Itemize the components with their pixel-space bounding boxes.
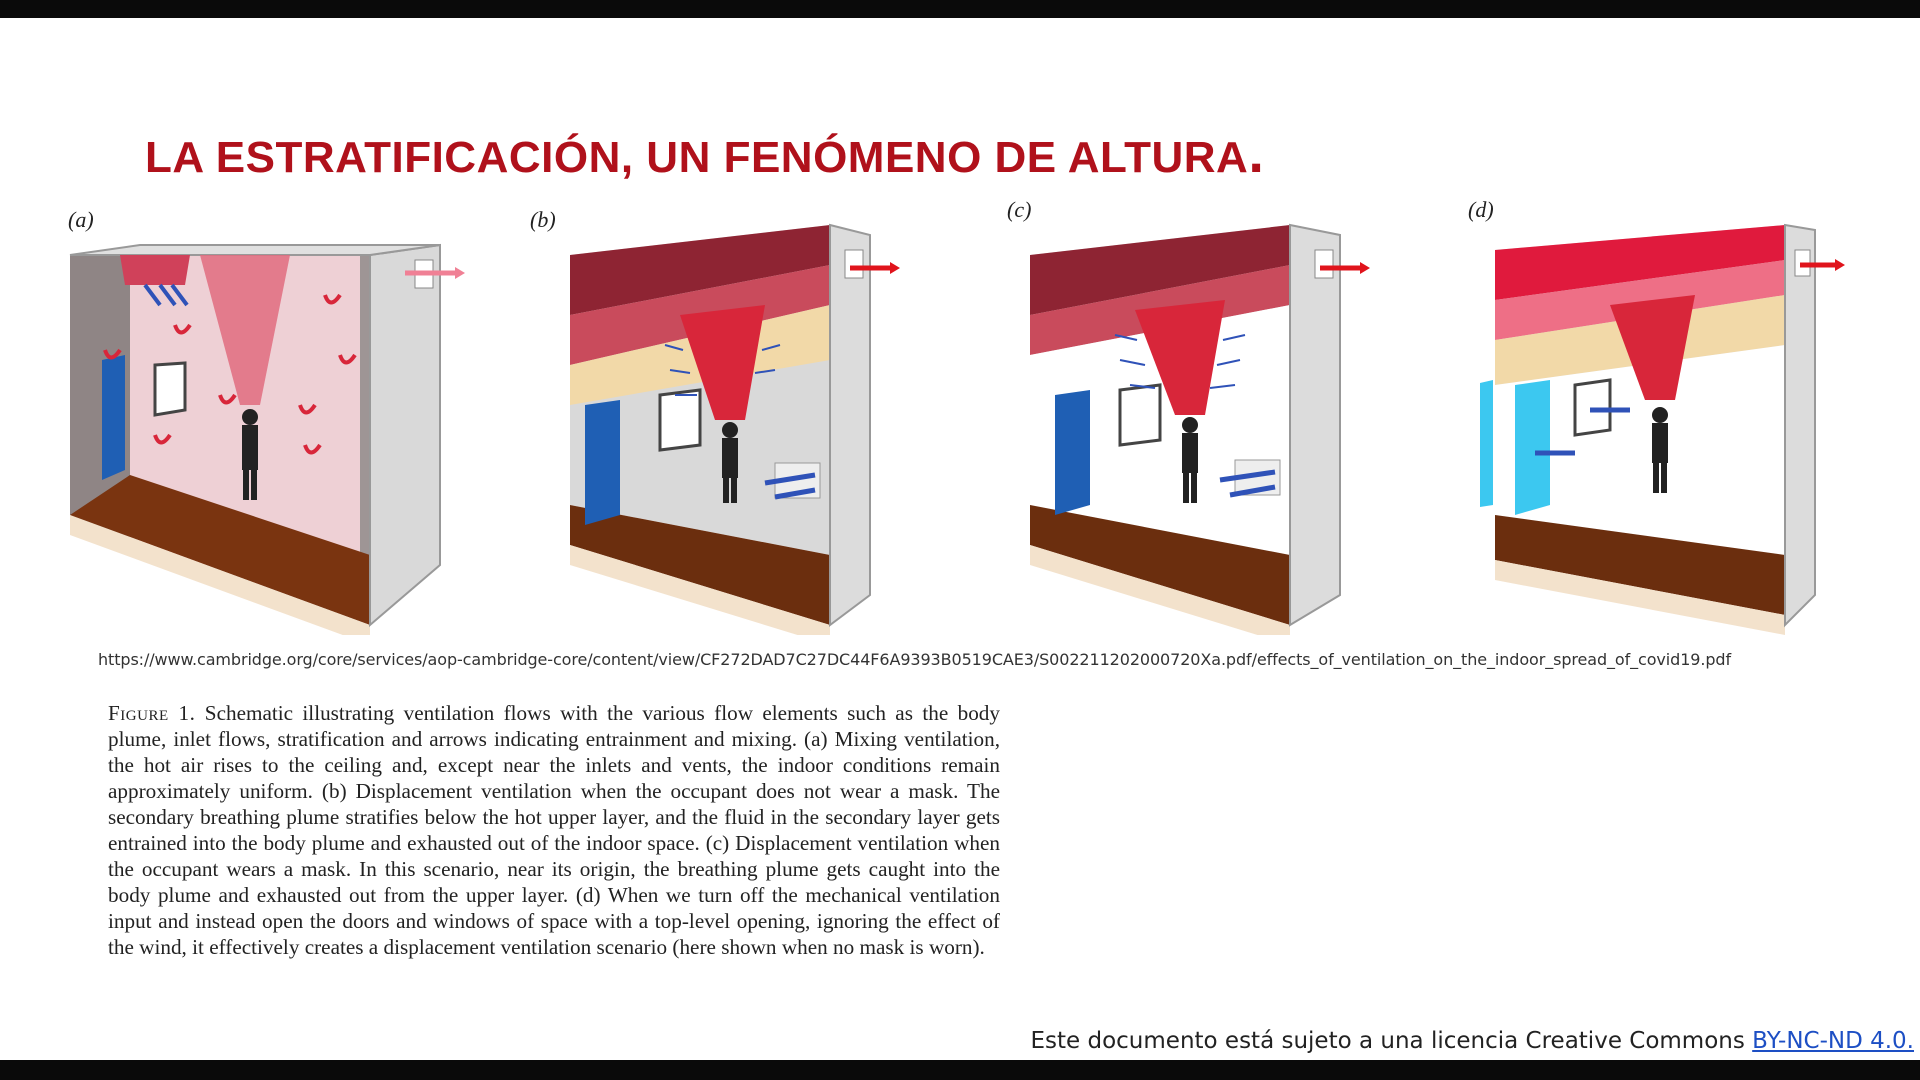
window-b xyxy=(660,390,700,450)
window-a xyxy=(155,363,185,415)
room-illustration-a xyxy=(60,205,500,635)
ceiling-inlet-a xyxy=(120,255,190,285)
title-dot: . xyxy=(1248,121,1265,184)
figure-caption xyxy=(108,700,1000,960)
license-link[interactable]: BY-NC-ND 4.0. xyxy=(1752,1028,1914,1054)
door-d xyxy=(1515,380,1550,515)
door-a xyxy=(102,355,125,480)
panel-label-c: (c) xyxy=(1007,197,1032,222)
panel-label-b: (b) xyxy=(530,207,556,232)
room-illustration-c xyxy=(995,205,1435,635)
open-door-panel-d xyxy=(1480,380,1493,507)
source-url[interactable]: https://www.cambridge.org/core/services/aop-cambridge-core/content/view/CF272DAD7C27DC44F6A9393B0519CAE3/S002211202000720Xa.pdf/effects_of_ventilation_on_the_indoor_spread_of_covid19.pdf xyxy=(98,650,1731,669)
panel-label-d: (d) xyxy=(1468,197,1494,222)
top-black-bar xyxy=(0,0,1920,18)
figure-panel-a xyxy=(60,205,500,635)
figure-panel-d xyxy=(1460,197,1900,635)
figure-panel-b xyxy=(525,205,965,635)
caption-text: Schematic illustrating ventilation flows with the various flow elements such as the body plume, inlet flows, stratification and arrows indicating entrainment and mixing. (a) Mixing ventilation, the hot air rises to the ceiling and, except near the inlets and vents, the indoor conditions remain approximately uniform. (b) Displacement ventilation when the occupant does not wear a mask. The secondary breathing plume stratifies below the hot upper layer, and the fluid in the secondary layer gets entrained into the body plume and exhausted out of the indoor space. (c) Displacement ventilation when the occupant wears a mask. In this scenario, near its origin, the breathing plume gets caught into the body plume and exhausted out from the upper layer. (d) When we turn off the mechanical ventilation input and instead open the doors and windows of space with a top-level opening, ignoring the effect of the wind, it effectively creates a displacement ventilation scenario (here shown when no mask is worn). xyxy=(108,701,1000,959)
bottom-black-bar xyxy=(0,1060,1920,1080)
caption-label: Figure 1. xyxy=(108,701,196,725)
window-c xyxy=(1120,385,1160,445)
outlet-arrow-head-a xyxy=(455,267,465,279)
figure-panel-c xyxy=(995,197,1435,635)
room-illustration-b xyxy=(525,205,965,635)
slide-title xyxy=(145,120,1264,185)
room-illustration-d xyxy=(1460,205,1900,635)
title-text: LA ESTRATIFICACIÓN, UN FENÓMENO DE ALTURA xyxy=(145,133,1249,182)
door-c xyxy=(1055,390,1090,515)
license-text: Este documento está sujeto a una licencia Creative Commons xyxy=(1030,1028,1753,1054)
door-b xyxy=(585,400,620,525)
panel-label-a: (a) xyxy=(68,207,94,232)
license-notice xyxy=(1031,1028,1915,1054)
